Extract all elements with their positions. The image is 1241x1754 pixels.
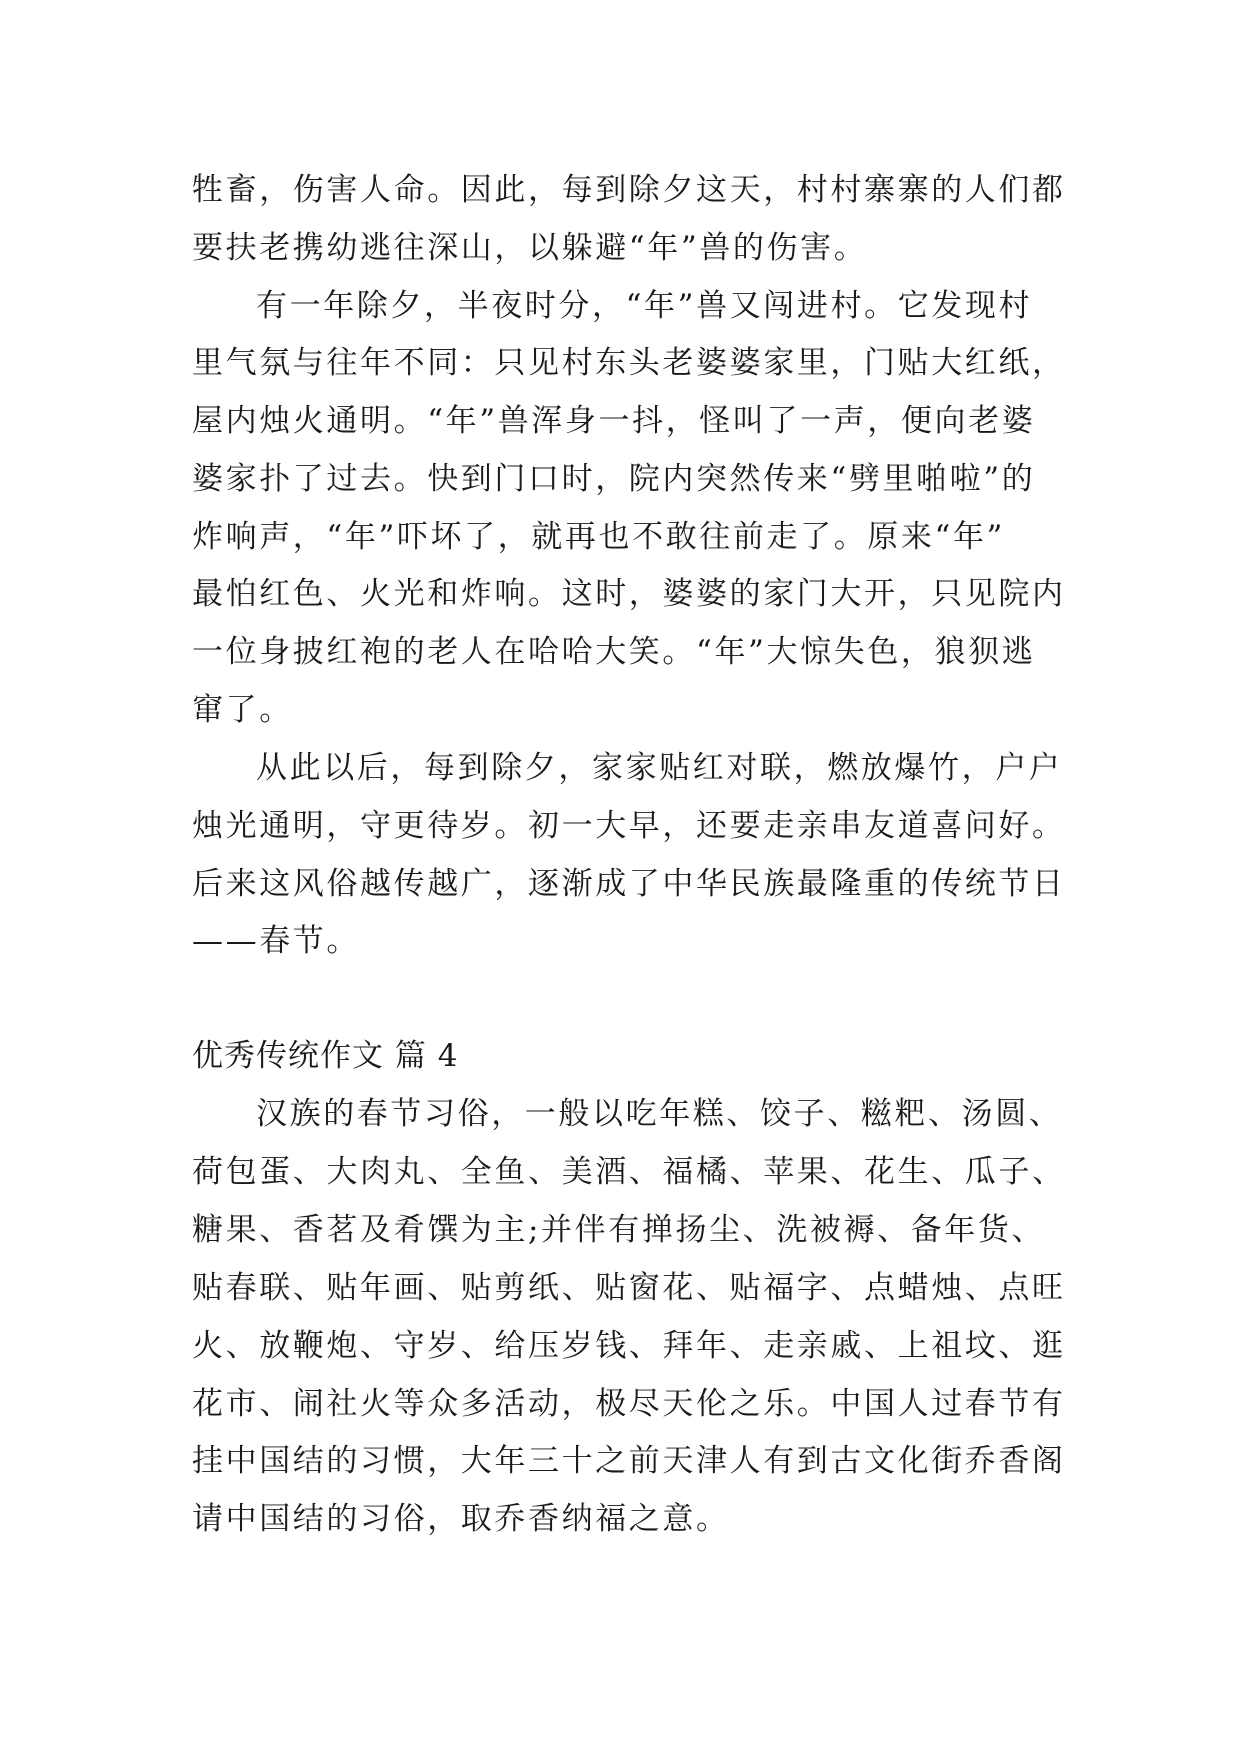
text-line: 窜了。 xyxy=(192,692,293,728)
text-line: 贴春联、贴年画、贴剪纸、贴窗花、贴福字、点蜡烛、点旺 xyxy=(192,1270,1066,1306)
text-line: 烛光通明，守更待岁。初一大早，还要走亲串友道喜问好。 xyxy=(192,808,1066,844)
text-line: 荷包蛋、大肉丸、全鱼、美酒、福橘、苹果、花生、瓜子、 xyxy=(192,1154,1066,1190)
text-line: 炸响声，“年”吓坏了，就再也不敢往前走了。原来“年” xyxy=(192,519,1005,555)
paragraph-start-line: 有一年除夕，半夜时分，“年”兽又闯进村。它发现村 xyxy=(256,288,1033,324)
text-line: 婆家扑了过去。快到门口时，院内突然传来“劈里啪啦”的 xyxy=(192,461,1036,497)
text-line: 一位身披红袍的老人在哈哈大笑。“年”大惊失色，狼狈逃 xyxy=(192,634,1036,670)
paragraph-start-line: 汉族的春节习俗，一般以吃年糕、饺子、糍粑、汤圆、 xyxy=(256,1096,1063,1132)
text-line: 要扶老携幼逃往深山，以躲避“年”兽的伤害。 xyxy=(192,230,868,266)
text-line: 牲畜，伤害人命。因此，每到除夕这天，村村寨寨的人们都 xyxy=(192,172,1066,208)
text-line: 火、放鞭炮、守岁、给压岁钱、拜年、走亲戚、上祖坟、逛 xyxy=(192,1328,1066,1364)
section-heading: 优秀传统作文 篇 4 xyxy=(192,1038,459,1074)
text-line: 后来这风俗越传越广，逐渐成了中华民族最隆重的传统节日 xyxy=(192,866,1066,902)
text-line: 糖果、香茗及肴馔为主;并伴有掸扬尘、洗被褥、备年货、 xyxy=(192,1212,1046,1248)
text-line: 屋内烛火通明。“年”兽浑身一抖，怪叫了一声，便向老婆 xyxy=(192,403,1036,439)
text-line: 请中国结的习俗，取乔香纳福之意。 xyxy=(192,1501,730,1537)
text-line: 花市、闹社火等众多活动，极尽天伦之乐。中国人过春节有 xyxy=(192,1386,1066,1422)
text-line: 里气氛与往年不同：只见村东头老婆婆家里，门贴大红纸， xyxy=(192,345,1066,381)
text-line: 最怕红色、火光和炸响。这时，婆婆的家门大开，只见院内 xyxy=(192,576,1066,612)
paragraph-start-line: 从此以后，每到除夕，家家贴红对联，燃放爆竹，户户 xyxy=(256,750,1063,786)
text-line: ——春节。 xyxy=(192,923,360,959)
text-line: 挂中国结的习惯，大年三十之前天津人有到古文化街乔香阁 xyxy=(192,1443,1066,1479)
